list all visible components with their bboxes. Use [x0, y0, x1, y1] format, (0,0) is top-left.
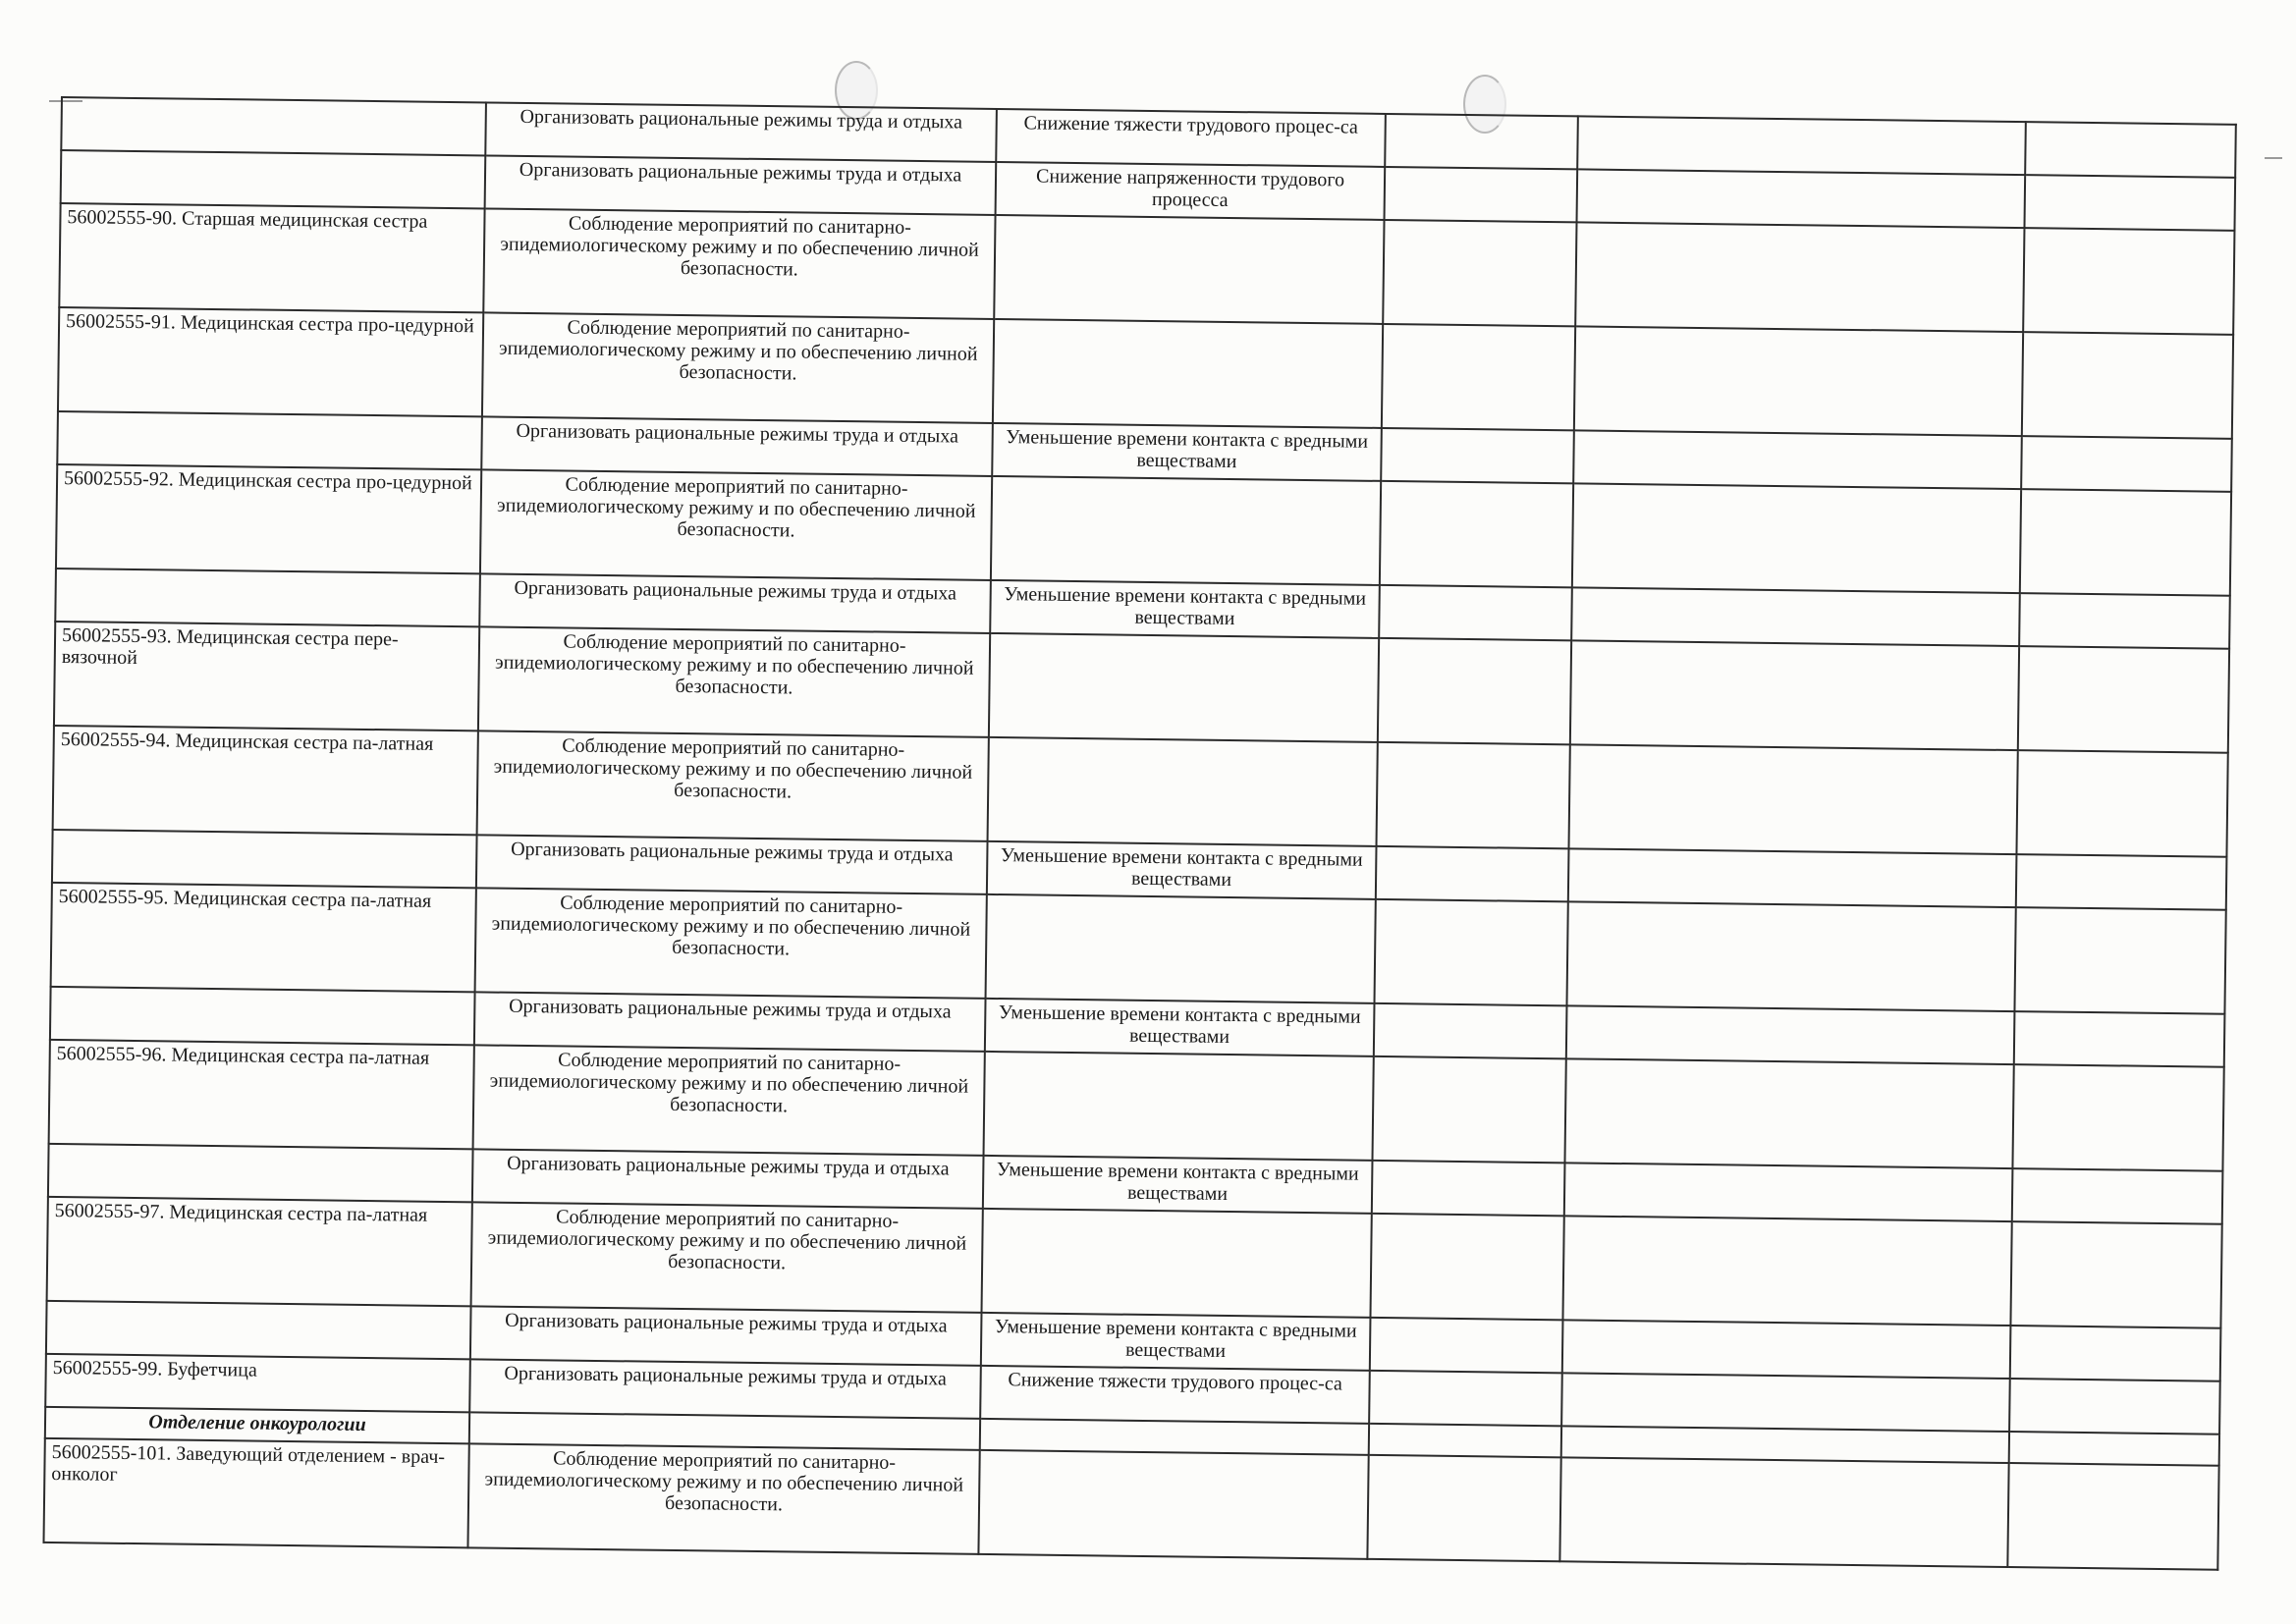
units-cell [1577, 116, 2026, 175]
units-cell [1559, 1457, 2008, 1567]
deadline-cell [1381, 428, 1574, 483]
workplace-cell: 56002555-90. Старшая медицинская сестра [59, 203, 484, 312]
units-cell [1577, 169, 2026, 228]
goal-cell: Снижение напряженности трудового процесса [996, 162, 1386, 220]
units-cell [1573, 430, 2022, 489]
goal-cell [980, 1419, 1369, 1455]
measure-cell: Организовать рациональные режимы труда и отдыха [481, 416, 993, 476]
workplace-cell [61, 97, 486, 155]
measure-cell: Соблюдение мероприятий по санитарно-эпидемиологическому режиму и по обеспечению личной безопасности. [475, 888, 987, 999]
units-cell [1564, 1163, 2013, 1221]
deadline-cell [1382, 324, 1575, 430]
workplace-cell [48, 1144, 473, 1202]
goal-cell [984, 1052, 1374, 1161]
workplace-cell: 56002555-96. Медицинская сестра па-латная [49, 1040, 474, 1149]
deadline-cell [1369, 1371, 1562, 1426]
deadline-cell [1385, 114, 1578, 169]
note-cell [2022, 332, 2233, 439]
workplace-cell [61, 150, 486, 208]
deadline-cell [1377, 742, 1570, 848]
units-cell [1570, 640, 2019, 750]
deadline-cell [1374, 899, 1567, 1005]
measure-cell: Организовать рациональные режимы труда и отдыха [476, 835, 988, 894]
units-cell [1574, 326, 2023, 436]
goal-cell: Уменьшение времени контакта с вредными веществами [990, 580, 1380, 638]
note-cell [2016, 854, 2227, 910]
note-cell [2024, 175, 2235, 231]
workplace-cell [50, 987, 475, 1045]
note-cell [2018, 646, 2229, 753]
measure-cell: Соблюдение мероприятий по санитарно-эпидемиологическому режиму и по обеспечению личной безопасности. [482, 312, 994, 423]
scan-mark [2265, 157, 2282, 159]
units-cell [1568, 848, 2017, 907]
department-name: Отделение онкоурологии [45, 1407, 469, 1443]
workplace-cell: 56002555-91. Медицинская сестра про-цедурной [58, 307, 483, 416]
goal-cell [989, 633, 1379, 742]
measure-cell: Соблюдение мероприятий по санитарно-эпидемиологическому режиму и по обеспечению личной безопасности. [471, 1202, 983, 1313]
note-cell [2007, 1463, 2218, 1570]
goal-cell [991, 476, 1381, 585]
goal-cell [986, 894, 1376, 1003]
goal-cell [994, 215, 1384, 324]
goal-cell: Уменьшение времени контакта с вредными веществами [992, 423, 1382, 481]
workplace-cell: 56002555-99. Буфетчица [45, 1354, 470, 1412]
measure-cell: Соблюдение мероприятий по санитарно-эпидемиологическому режиму и по обеспечению личной безопасности. [473, 1045, 985, 1156]
deadline-cell [1372, 1161, 1565, 1216]
deadline-cell [1374, 1003, 1567, 1058]
goal-cell [993, 319, 1383, 428]
measure-cell: Организовать рациональные режимы труда и отдыха [485, 102, 997, 162]
note-cell [2021, 436, 2232, 492]
goal-cell: Уменьшение времени контакта с вредными веществами [983, 1156, 1373, 1214]
measure-cell: Соблюдение мероприятий по санитарно-эпидемиологическому режиму и по обеспечению личной безопасности. [467, 1443, 979, 1554]
goal-cell: Снижение тяжести трудового процес-са [980, 1366, 1370, 1424]
deadline-cell [1367, 1455, 1560, 1561]
units-cell [1566, 1005, 2015, 1064]
workplace-cell: 56002555-101. Заведующий отделением - врач-онколог [43, 1438, 468, 1547]
measure-cell: Организовать рациональные режимы труда и отдыха [485, 155, 997, 215]
measure-cell: Организовать рациональные режимы труда и отдыха [469, 1359, 981, 1419]
note-cell [2019, 593, 2230, 649]
deadline-cell [1372, 1056, 1565, 1163]
note-cell [2020, 489, 2231, 596]
units-cell [1575, 222, 2024, 332]
units-cell [1566, 901, 2015, 1011]
units-cell [1571, 587, 2020, 646]
workplace-cell [52, 830, 477, 888]
workplace-cell: 56002555-97. Медицинская сестра па-латная [47, 1197, 472, 1306]
note-cell [2023, 228, 2234, 335]
units-cell [1572, 483, 2021, 593]
workplace-cell: 56002555-95. Медицинская сестра па-латная [51, 883, 476, 992]
deadline-cell [1370, 1214, 1563, 1320]
workplace-cell: 56002555-92. Медицинская сестра про-цедурной [56, 464, 481, 573]
measure-cell: Соблюдение мероприятий по санитарно-эпидемиологическому режиму и по обеспечению личной безопасности. [480, 469, 992, 580]
goal-cell [978, 1450, 1368, 1559]
goal-cell: Уменьшение времени контакта с вредными веществами [981, 1313, 1371, 1371]
workplace-cell [46, 1301, 471, 1359]
measures-table-sheet [42, 96, 2234, 1571]
note-cell [2009, 1432, 2219, 1466]
goal-cell [982, 1209, 1372, 1318]
units-cell [1562, 1216, 2011, 1326]
deadline-cell [1369, 1424, 1561, 1457]
measure-cell: Организовать рациональные режимы труда и отдыха [470, 1306, 982, 1366]
deadline-cell [1376, 846, 1569, 901]
note-cell [2009, 1379, 2220, 1435]
goal-cell [988, 737, 1378, 846]
deadline-cell [1379, 585, 1572, 640]
units-cell [1568, 744, 2017, 854]
goal-cell: Уменьшение времени контакта с вредными веществами [987, 841, 1377, 899]
workplace-cell: 56002555-94. Медицинская сестра па-латная [53, 726, 478, 835]
note-cell [2012, 1168, 2223, 1224]
note-cell [2016, 750, 2227, 857]
deadline-cell [1370, 1318, 1563, 1373]
measures-table [42, 96, 2236, 1571]
deadline-cell [1383, 220, 1576, 326]
note-cell [2014, 907, 2225, 1014]
workplace-cell [55, 568, 480, 626]
goal-cell: Снижение тяжести трудового процес-са [996, 109, 1386, 167]
deadline-cell [1385, 167, 1578, 222]
note-cell [2025, 122, 2236, 178]
measure-cell: Соблюдение мероприятий по санитарно-эпидемиологическому режиму и по обеспечению личной безопасности. [483, 208, 995, 319]
workplace-cell: 56002555-93. Медицинская сестра пере-вязочной [54, 622, 479, 731]
deadline-cell [1380, 481, 1573, 587]
workplace-cell [57, 411, 482, 469]
note-cell [2010, 1326, 2221, 1381]
note-cell [2014, 1011, 2225, 1067]
measure-cell: Организовать рациональные режимы труда и отдыха [472, 1149, 984, 1209]
measure-cell: Организовать рациональные режимы труда и отдыха [474, 992, 986, 1052]
units-cell [1562, 1320, 2011, 1379]
measure-cell: Соблюдение мероприятий по санитарно-эпидемиологическому режиму и по обеспечению личной безопасности. [477, 731, 989, 841]
measure-cell: Организовать рациональные режимы труда и отдыха [479, 573, 991, 633]
goal-cell: Уменьшение времени контакта с вредными веществами [985, 999, 1375, 1056]
note-cell [2010, 1221, 2221, 1328]
units-cell [1564, 1058, 2013, 1168]
units-cell [1561, 1373, 2010, 1432]
deadline-cell [1378, 638, 1571, 744]
measure-cell: Соблюдение мероприятий по санитарно-эпидемиологическому режиму и по обеспечению личной безопасности. [478, 626, 990, 737]
note-cell [2012, 1064, 2223, 1171]
